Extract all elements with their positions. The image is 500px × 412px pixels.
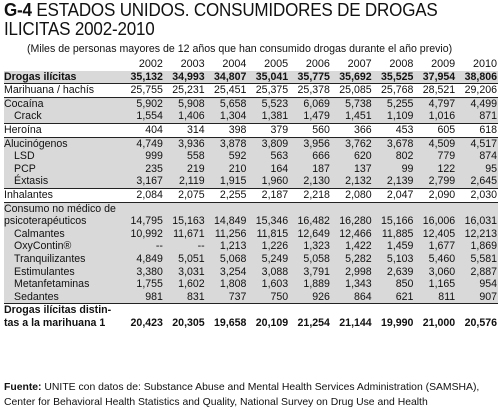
value-cell: 11,815 bbox=[247, 228, 289, 241]
value-cell: -- bbox=[164, 240, 206, 253]
year-header: 2009 bbox=[431, 58, 456, 70]
value-cell: 850 bbox=[373, 278, 415, 291]
value-cell: 621 bbox=[373, 291, 415, 304]
value-cell: 21,254 bbox=[297, 316, 330, 329]
value-cell bbox=[206, 304, 248, 317]
value-cell: 16,482 bbox=[289, 215, 331, 228]
value-cell: 1,323 bbox=[289, 240, 331, 253]
value-cell: 864 bbox=[331, 291, 373, 304]
row-label: tas a la marihuana 1 bbox=[4, 316, 106, 329]
value-cell: 1,016 bbox=[414, 110, 456, 123]
row-label: Metanfetaminas bbox=[4, 278, 122, 291]
value-cell bbox=[456, 202, 498, 215]
value-cell: 2,132 bbox=[331, 175, 373, 188]
value-cell: 666 bbox=[289, 150, 331, 163]
value-cell: 1,165 bbox=[414, 278, 456, 291]
value-cell: 20,423 bbox=[130, 316, 163, 329]
value-cell bbox=[414, 304, 456, 317]
row-label: Estimulantes bbox=[4, 266, 122, 279]
value-cell: 20,109 bbox=[255, 316, 289, 329]
value-cell: 20,305 bbox=[172, 316, 205, 329]
value-cell: 3,809 bbox=[247, 137, 289, 150]
table-row bbox=[4, 71, 498, 84]
value-cell: 314 bbox=[164, 123, 206, 137]
value-cell: 11,885 bbox=[373, 228, 415, 241]
value-cell: 2,645 bbox=[456, 175, 498, 188]
table-row bbox=[4, 188, 498, 202]
value-cell: 802 bbox=[373, 150, 415, 163]
year-header: 2003 bbox=[180, 58, 205, 70]
value-cell: 4,849 bbox=[122, 253, 164, 266]
value-cell bbox=[373, 202, 415, 215]
row-label: LSD bbox=[4, 150, 122, 163]
value-cell: 3,956 bbox=[289, 137, 331, 150]
value-cell: 605 bbox=[414, 123, 456, 137]
value-cell: 14,795 bbox=[122, 215, 164, 228]
value-cell: 558 bbox=[164, 150, 206, 163]
value-cell: 1,343 bbox=[331, 278, 373, 291]
value-cell: 2,130 bbox=[289, 175, 331, 188]
row-label: Calmantes bbox=[4, 228, 122, 241]
value-cell: 874 bbox=[456, 150, 498, 163]
value-cell: 5,738 bbox=[331, 97, 373, 110]
value-cell: 137 bbox=[331, 163, 373, 176]
value-cell: 366 bbox=[331, 123, 373, 137]
value-cell: 12,649 bbox=[289, 228, 331, 241]
value-cell: 811 bbox=[414, 291, 456, 304]
value-cell: 25,451 bbox=[206, 84, 248, 98]
value-cell: 1,226 bbox=[247, 240, 289, 253]
value-cell: 1,459 bbox=[373, 240, 415, 253]
title-line2: ILICITAS 2002-2010 bbox=[4, 18, 155, 39]
value-cell: 95 bbox=[456, 163, 498, 176]
value-cell: 1,554 bbox=[122, 110, 164, 123]
value-cell: 4,499 bbox=[456, 97, 498, 110]
value-cell: 618 bbox=[456, 123, 498, 137]
table-row bbox=[4, 228, 498, 241]
value-cell: 15,346 bbox=[247, 215, 289, 228]
value-cell: 15,163 bbox=[164, 215, 206, 228]
table-row bbox=[4, 163, 498, 176]
value-cell: 34,807 bbox=[206, 71, 248, 84]
value-cell: 3,791 bbox=[289, 266, 331, 279]
value-cell bbox=[414, 202, 456, 215]
value-cell: 3,167 bbox=[122, 175, 164, 188]
value-cell bbox=[373, 304, 415, 317]
value-cell: 1,406 bbox=[164, 110, 206, 123]
table-row bbox=[4, 266, 498, 279]
row-label: OxyContin® bbox=[4, 240, 122, 253]
value-cell: 453 bbox=[373, 123, 415, 137]
source-note bbox=[4, 380, 500, 410]
value-cell: 99 bbox=[373, 163, 415, 176]
value-cell: 3,936 bbox=[164, 137, 206, 150]
row-label: Sedantes bbox=[4, 291, 122, 304]
value-cell: 6,069 bbox=[289, 97, 331, 110]
year-header-row bbox=[4, 58, 498, 71]
value-cell: 3,254 bbox=[206, 266, 248, 279]
value-cell: 16,006 bbox=[414, 215, 456, 228]
table-subtitle: (Miles de personas mayores de 12 años que han consumido drogas durante el año previo) bbox=[27, 43, 453, 55]
value-cell: 21,144 bbox=[339, 316, 372, 329]
value-cell: 1,808 bbox=[206, 278, 248, 291]
value-cell: 560 bbox=[289, 123, 331, 137]
year-header: 2010 bbox=[472, 58, 497, 70]
value-cell: 2,187 bbox=[247, 188, 289, 202]
row-label: Consumo no médico de bbox=[4, 202, 122, 215]
value-cell: 38,806 bbox=[456, 71, 498, 84]
value-cell: 1,381 bbox=[247, 110, 289, 123]
value-cell bbox=[247, 202, 289, 215]
value-cell: 981 bbox=[122, 291, 164, 304]
value-cell: 19,658 bbox=[214, 316, 247, 329]
value-cell bbox=[122, 304, 164, 317]
year-header: 2007 bbox=[347, 58, 372, 70]
value-cell: 3,878 bbox=[206, 137, 248, 150]
value-cell: 25,378 bbox=[289, 84, 331, 98]
value-cell: 404 bbox=[122, 123, 164, 137]
value-cell: 5,051 bbox=[164, 253, 206, 266]
source-label: Fuente: bbox=[4, 382, 42, 393]
value-cell: 1,451 bbox=[331, 110, 373, 123]
table-row bbox=[4, 317, 498, 330]
value-cell: 871 bbox=[456, 110, 498, 123]
table-row bbox=[4, 110, 498, 123]
value-cell: 2,998 bbox=[331, 266, 373, 279]
value-cell: 1,755 bbox=[122, 278, 164, 291]
value-cell: 235 bbox=[122, 163, 164, 176]
row-label: Drogas ilícitas distin- bbox=[4, 304, 122, 317]
value-cell bbox=[331, 304, 373, 317]
value-cell: 831 bbox=[164, 291, 206, 304]
value-cell: 750 bbox=[247, 291, 289, 304]
table-body bbox=[4, 58, 498, 329]
value-cell: 999 bbox=[122, 150, 164, 163]
row-label: PCP bbox=[4, 163, 122, 176]
value-cell bbox=[331, 202, 373, 215]
value-cell: 4,509 bbox=[414, 137, 456, 150]
value-cell: 35,041 bbox=[247, 71, 289, 84]
value-cell: 21,000 bbox=[422, 316, 456, 329]
value-cell: 5,658 bbox=[206, 97, 248, 110]
value-cell bbox=[164, 304, 206, 317]
value-cell: 10,992 bbox=[122, 228, 164, 241]
value-cell: 25,375 bbox=[247, 84, 289, 98]
value-cell: 35,692 bbox=[331, 71, 373, 84]
value-cell: 592 bbox=[206, 150, 248, 163]
value-cell: 563 bbox=[247, 150, 289, 163]
value-cell: 3,060 bbox=[414, 266, 456, 279]
value-cell: 1,479 bbox=[289, 110, 331, 123]
value-cell: 2,047 bbox=[373, 188, 415, 202]
title-text: ESTADOS UNIDOS. CONSUMIDORES DE DROGAS bbox=[31, 0, 438, 20]
value-cell: -- bbox=[122, 240, 164, 253]
row-label: Alucinógenos bbox=[4, 137, 122, 150]
row-label: Inhalantes bbox=[4, 188, 122, 202]
value-cell: 954 bbox=[456, 278, 498, 291]
year-header: 2004 bbox=[222, 58, 247, 70]
value-cell: 34,993 bbox=[164, 71, 206, 84]
value-cell: 35,775 bbox=[289, 71, 331, 84]
value-cell: 1,889 bbox=[289, 278, 331, 291]
value-cell: 926 bbox=[289, 291, 331, 304]
value-cell: 2,080 bbox=[331, 188, 373, 202]
year-header: 2002 bbox=[138, 58, 163, 70]
value-cell bbox=[164, 202, 206, 215]
value-cell: 187 bbox=[289, 163, 331, 176]
value-cell: 25,755 bbox=[122, 84, 164, 98]
value-cell: 5,282 bbox=[331, 253, 373, 266]
value-cell: 15,166 bbox=[373, 215, 415, 228]
value-cell: 5,058 bbox=[289, 253, 331, 266]
value-cell: 1,109 bbox=[373, 110, 415, 123]
value-cell: 35,132 bbox=[122, 71, 164, 84]
table-row bbox=[4, 291, 498, 304]
table-row bbox=[4, 215, 498, 228]
value-cell: 1,304 bbox=[206, 110, 248, 123]
value-cell: 1,602 bbox=[164, 278, 206, 291]
year-header: 2008 bbox=[389, 58, 414, 70]
value-cell: 14,849 bbox=[206, 215, 248, 228]
value-cell: 5,068 bbox=[206, 253, 248, 266]
value-cell: 2,075 bbox=[164, 188, 206, 202]
table-row bbox=[4, 253, 498, 266]
value-cell: 2,139 bbox=[373, 175, 415, 188]
value-cell: 11,256 bbox=[206, 228, 248, 241]
value-cell: 4,749 bbox=[122, 137, 164, 150]
value-cell: 25,768 bbox=[373, 84, 415, 98]
row-label: Heroína bbox=[4, 123, 122, 137]
header-empty-cell bbox=[4, 58, 122, 71]
value-cell bbox=[247, 304, 289, 317]
table-row bbox=[4, 123, 498, 137]
value-cell: 5,523 bbox=[247, 97, 289, 110]
value-cell bbox=[289, 304, 331, 317]
value-cell: 5,581 bbox=[456, 253, 498, 266]
value-cell: 25,085 bbox=[331, 84, 373, 98]
value-cell: 4,797 bbox=[414, 97, 456, 110]
value-cell: 1,915 bbox=[206, 175, 248, 188]
row-label: Drogas ilícitas bbox=[4, 71, 122, 84]
value-cell: 398 bbox=[206, 123, 248, 137]
value-cell: 1,677 bbox=[414, 240, 456, 253]
value-cell bbox=[456, 304, 498, 317]
value-cell: 1,603 bbox=[247, 278, 289, 291]
value-cell: 779 bbox=[414, 150, 456, 163]
value-cell: 11,671 bbox=[164, 228, 206, 241]
value-cell: 4,517 bbox=[456, 137, 498, 150]
table-row bbox=[4, 137, 498, 150]
value-cell bbox=[122, 202, 164, 215]
value-cell: 2,799 bbox=[414, 175, 456, 188]
value-cell: 20,576 bbox=[464, 316, 497, 329]
value-cell: 2,255 bbox=[206, 188, 248, 202]
table-row bbox=[4, 202, 498, 215]
value-cell: 2,119 bbox=[164, 175, 206, 188]
page-title bbox=[4, 0, 438, 38]
value-cell: 19,990 bbox=[381, 316, 414, 329]
value-cell: 1,869 bbox=[456, 240, 498, 253]
value-cell: 2,030 bbox=[456, 188, 498, 202]
value-cell: 2,084 bbox=[122, 188, 164, 202]
value-cell: 2,090 bbox=[414, 188, 456, 202]
row-label: Marihuana / hachís bbox=[4, 84, 122, 98]
value-cell: 3,678 bbox=[373, 137, 415, 150]
value-cell: 2,218 bbox=[289, 188, 331, 202]
value-cell: 5,103 bbox=[373, 253, 415, 266]
value-cell: 1,213 bbox=[206, 240, 248, 253]
year-header: 2005 bbox=[264, 58, 289, 70]
value-cell bbox=[206, 202, 248, 215]
value-cell: 5,460 bbox=[414, 253, 456, 266]
row-label: Crack bbox=[4, 110, 122, 123]
value-cell: 1,422 bbox=[331, 240, 373, 253]
row-label: Éxtasis bbox=[4, 175, 122, 188]
value-cell: 907 bbox=[456, 291, 498, 304]
value-cell: 122 bbox=[414, 163, 456, 176]
value-cell: 28,521 bbox=[414, 84, 456, 98]
table-row bbox=[4, 175, 498, 188]
table-row bbox=[4, 84, 498, 98]
value-cell: 1,960 bbox=[247, 175, 289, 188]
table-row bbox=[4, 278, 498, 291]
value-cell: 5,908 bbox=[164, 97, 206, 110]
value-cell: 5,902 bbox=[122, 97, 164, 110]
value-cell: 210 bbox=[206, 163, 248, 176]
value-cell: 12,405 bbox=[414, 228, 456, 241]
row-label: psicoterapéuticos bbox=[4, 215, 122, 228]
drug-users-table bbox=[4, 58, 498, 329]
source-text: UNITE con datos de: Substance Abuse and Mental Health Services Administration (SAMSHA), Center for Behavioral Health Statistics and Quality, National Survey on Drug Use and Health bbox=[4, 382, 480, 408]
table-row bbox=[4, 240, 498, 253]
value-cell: 29,206 bbox=[456, 84, 498, 98]
value-cell: 5,255 bbox=[373, 97, 415, 110]
value-cell: 35,525 bbox=[373, 71, 415, 84]
value-cell: 12,466 bbox=[331, 228, 373, 241]
value-cell: 737 bbox=[206, 291, 248, 304]
value-cell: 2,887 bbox=[456, 266, 498, 279]
value-cell: 5,249 bbox=[247, 253, 289, 266]
title-number: G-4 bbox=[4, 0, 32, 20]
table-row bbox=[4, 97, 498, 110]
value-cell: 16,280 bbox=[331, 215, 373, 228]
row-label: Cocaína bbox=[4, 97, 122, 110]
value-cell: 37,954 bbox=[414, 71, 456, 84]
value-cell: 164 bbox=[247, 163, 289, 176]
year-header: 2006 bbox=[305, 58, 330, 70]
value-cell: 16,031 bbox=[456, 215, 498, 228]
value-cell: 3,088 bbox=[247, 266, 289, 279]
value-cell: 620 bbox=[331, 150, 373, 163]
table-row bbox=[4, 150, 498, 163]
value-cell: 3,762 bbox=[331, 137, 373, 150]
value-cell: 12,213 bbox=[456, 228, 498, 241]
value-cell: 3,380 bbox=[122, 266, 164, 279]
value-cell bbox=[289, 202, 331, 215]
value-cell: 3,031 bbox=[164, 266, 206, 279]
value-cell: 25,231 bbox=[164, 84, 206, 98]
row-label: Tranquilizantes bbox=[4, 253, 122, 266]
value-cell: 2,639 bbox=[373, 266, 415, 279]
value-cell: 219 bbox=[164, 163, 206, 176]
value-cell: 379 bbox=[247, 123, 289, 137]
table-row bbox=[4, 304, 498, 317]
